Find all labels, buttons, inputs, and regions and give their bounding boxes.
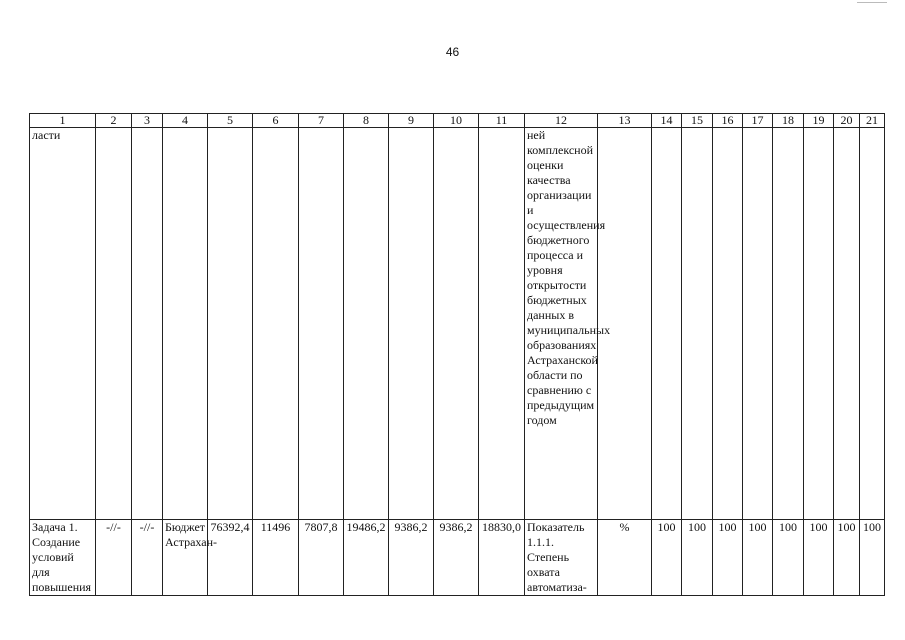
- header-cell: 3: [132, 114, 163, 128]
- table-row: [30, 128, 885, 520]
- task-name-cell: Задача 1. Создание условий для повышения: [30, 520, 96, 596]
- header-cell: 4: [163, 114, 208, 128]
- table-row: [30, 520, 885, 596]
- empty-cell: [743, 128, 773, 520]
- amount-cell: 9386,2: [389, 520, 434, 596]
- header-cell: 12: [525, 114, 598, 128]
- budget-table: [29, 113, 885, 596]
- header-cell: 14: [652, 114, 682, 128]
- empty-cell: [96, 128, 132, 520]
- table-header-row: [30, 114, 885, 128]
- header-cell: 20: [834, 114, 860, 128]
- empty-cell: [344, 128, 389, 520]
- empty-cell: [163, 128, 208, 520]
- page-bottom: [0, 600, 905, 640]
- header-cell: 2: [96, 114, 132, 128]
- empty-cell: [208, 128, 253, 520]
- amount-cell: 19486,2: [344, 520, 389, 596]
- header-cell: 8: [344, 114, 389, 128]
- header-cell: 7: [299, 114, 344, 128]
- header-cell: 19: [804, 114, 834, 128]
- header-cell: 5: [208, 114, 253, 128]
- value-cell: 100: [652, 520, 682, 596]
- value-cell: 100: [804, 520, 834, 596]
- header-cell: 18: [773, 114, 804, 128]
- value-cell: 100: [713, 520, 743, 596]
- value-cell: 100: [773, 520, 804, 596]
- header-cell: 17: [743, 114, 773, 128]
- page-number: 46: [445, 45, 460, 59]
- empty-cell: [682, 128, 713, 520]
- row1-name-cell: ласти: [30, 128, 96, 520]
- empty-cell: [389, 128, 434, 520]
- amount-cell: 76392,4: [208, 520, 253, 596]
- value-cell: 100: [834, 520, 860, 596]
- amount-cell: 11496: [253, 520, 299, 596]
- header-cell: 15: [682, 114, 713, 128]
- header-cell: 6: [253, 114, 299, 128]
- header-cell: 16: [713, 114, 743, 128]
- amount-cell: 9386,2: [434, 520, 479, 596]
- scan-mark: [857, 2, 887, 3]
- header-cell: 21: [860, 114, 885, 128]
- empty-cell: [834, 128, 860, 520]
- amount-cell: 7807,8: [299, 520, 344, 596]
- indicator-cell: Показатель 1.1.1. Степень охвата автоматиза-: [525, 520, 598, 596]
- empty-cell: [860, 128, 885, 520]
- empty-cell: [479, 128, 525, 520]
- value-cell: 100: [682, 520, 713, 596]
- empty-cell: [132, 128, 163, 520]
- value-cell: 100: [860, 520, 885, 596]
- header-cell: 10: [434, 114, 479, 128]
- empty-cell: [804, 128, 834, 520]
- ditto-cell: -//-: [96, 520, 132, 596]
- empty-cell: [434, 128, 479, 520]
- header-cell: 11: [479, 114, 525, 128]
- header-cell: 13: [598, 114, 652, 128]
- amount-cell: 18830,0: [479, 520, 525, 596]
- row1-indicator-cell: ней комплексной оценки качества организации и осуществления бюджетного процесса и уровня открытости бюджетных данных в муниципальных образованиях Астраханской области по сравнению с предыдущим годом: [525, 128, 598, 520]
- header-cell: 9: [389, 114, 434, 128]
- empty-cell: [652, 128, 682, 520]
- empty-cell: [713, 128, 743, 520]
- empty-cell: [299, 128, 344, 520]
- budget-source-cell: Бюджет Астрахан-: [163, 520, 208, 596]
- header-cell: 1: [30, 114, 96, 128]
- empty-cell: [773, 128, 804, 520]
- empty-cell: [253, 128, 299, 520]
- value-cell: 100: [743, 520, 773, 596]
- unit-cell: %: [598, 520, 652, 596]
- ditto-cell: -//-: [132, 520, 163, 596]
